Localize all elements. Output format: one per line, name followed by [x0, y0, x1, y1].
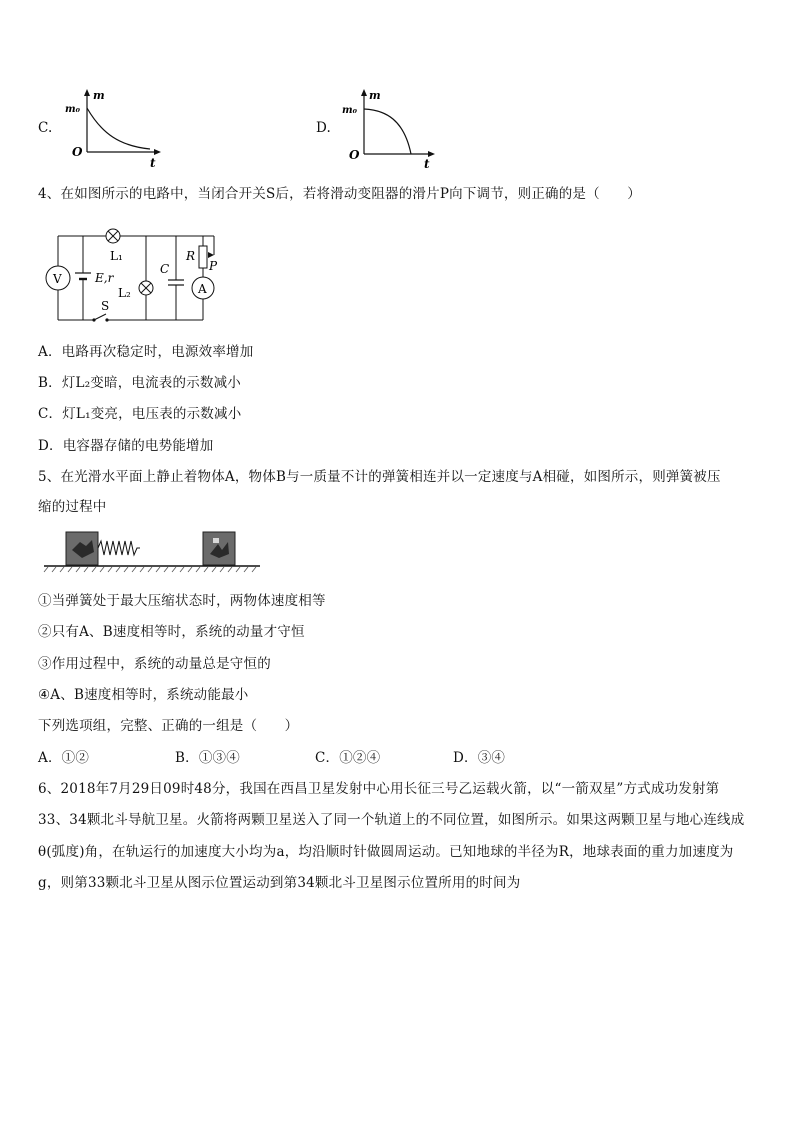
q5-prompt: 下列选项组，完整、正确的一组是（ ） [38, 718, 299, 734]
resistor-icon [199, 246, 207, 268]
q5-choice-c-text: ①②④ [339, 750, 381, 766]
lamp-l2-label: L₂ [118, 286, 131, 300]
q5-choice-c [315, 749, 380, 767]
q4-option-b [38, 374, 241, 392]
graph-c-exponential-decay [62, 88, 172, 168]
q5-choice-d-text: ③④ [477, 750, 506, 766]
q5-choice-b-text: ①③④ [198, 750, 240, 766]
q6-line3: θ(弧度)角，在轨运行的加速度大小均为a，均沿顺时针做圆周运动。已知地球的半径为R，地球表面的重力加速度为 [38, 844, 734, 860]
q4-option-d [38, 437, 213, 455]
switch-label: S [101, 299, 110, 313]
q5-choice-a-text: ①② [61, 750, 90, 766]
q5-choice-c-label: C． [315, 750, 340, 766]
q5-stem-line2: 缩的过程中 [38, 499, 107, 515]
resistor-label: R [186, 249, 196, 263]
q4-option-a-text: 电路再次稳定时，电源效率增加 [61, 344, 254, 360]
q5-statement-1: ①当弹簧处于最大压缩状态时，两物体速度相等 [38, 593, 326, 609]
q4-option-c [38, 405, 241, 423]
q4-option-c-label: C． [38, 406, 63, 422]
q5-choice-d [453, 749, 505, 767]
graph-d-t-label: t [424, 157, 430, 171]
q6-line1: 6、2018年7月29日09时48分，我国在西昌卫星发射中心用长征三号乙运载火箭，以“一箭双星”方式成功发射第 [38, 781, 720, 797]
slider-label: P [209, 259, 218, 273]
q4-option-a-label: A． [38, 344, 62, 360]
q5-choice-b [175, 749, 240, 767]
graph-d-origin-label: O [349, 148, 360, 162]
graph-d-m-label: m [369, 89, 381, 102]
q4-option-b-label: B． [38, 375, 62, 391]
q5-choice-b-label: B． [175, 750, 199, 766]
q5-stem-line1: 5、在光滑水平面上静止着物体A，物体B与一质量不计的弹簧相连并以一定速度与A相碰，如图所示，则弹簧被压 [38, 469, 721, 485]
q4-option-d-text: 电容器存储的电势能增加 [62, 438, 214, 454]
q5-choice-d-label: D． [453, 750, 478, 766]
q5-choice-a-label: A． [38, 750, 62, 766]
q6-line4: g，则第33颗北斗卫星从图示位置运动到第34颗北斗卫星图示位置所用的时间为 [38, 875, 521, 891]
voltmeter-label: V [53, 272, 62, 286]
q5-collision-diagram [40, 528, 264, 578]
q4-option-d-label: D． [38, 438, 63, 454]
graph-c-t-label: t [150, 156, 156, 170]
graph-c-m0-label: m₀ [65, 104, 80, 115]
spring-icon [98, 541, 140, 555]
graph-c-origin-label: O [72, 145, 83, 159]
graph-c-m-label: m [93, 89, 105, 102]
q6-line2: 33、34颗北斗导航卫星。火箭将两颗卫星送入了同一个轨道上的不同位置，如图所示。如果这两颗卫星与地心连线成 [38, 812, 745, 828]
ammeter-label: A [198, 282, 207, 296]
q4-option-c-text: 灯L₁变亮，电压表的示数减小 [62, 406, 242, 422]
q5-statement-3: ③作用过程中，系统的动量总是守恒的 [38, 656, 271, 672]
q5-statement-2: ②只有A、B速度相等时，系统的动量才守恒 [38, 624, 305, 640]
capacitor-label: C [160, 262, 170, 276]
option-d-label: D. [316, 120, 332, 136]
graph-d-accelerating-decay [340, 88, 450, 171]
lamp-l1-label: L₁ [110, 249, 123, 263]
emf-label: E,r [95, 271, 114, 285]
q4-stem: 4、在如图所示的电路中，当闭合开关S后，若将滑动变阻器的滑片P向下调节，则正确的是（ ） [38, 186, 641, 202]
q4-circuit-diagram [38, 222, 228, 326]
q5-statement-4: ④A、B速度相等时，系统动能最小 [38, 687, 249, 703]
q4-option-a [38, 343, 253, 361]
graph-d-m0-label: m₀ [342, 105, 357, 116]
q4-option-b-text: 灯L₂变暗，电流表的示数减小 [61, 375, 242, 391]
option-c-label: C. [38, 120, 53, 136]
q5-choice-a [38, 749, 89, 767]
